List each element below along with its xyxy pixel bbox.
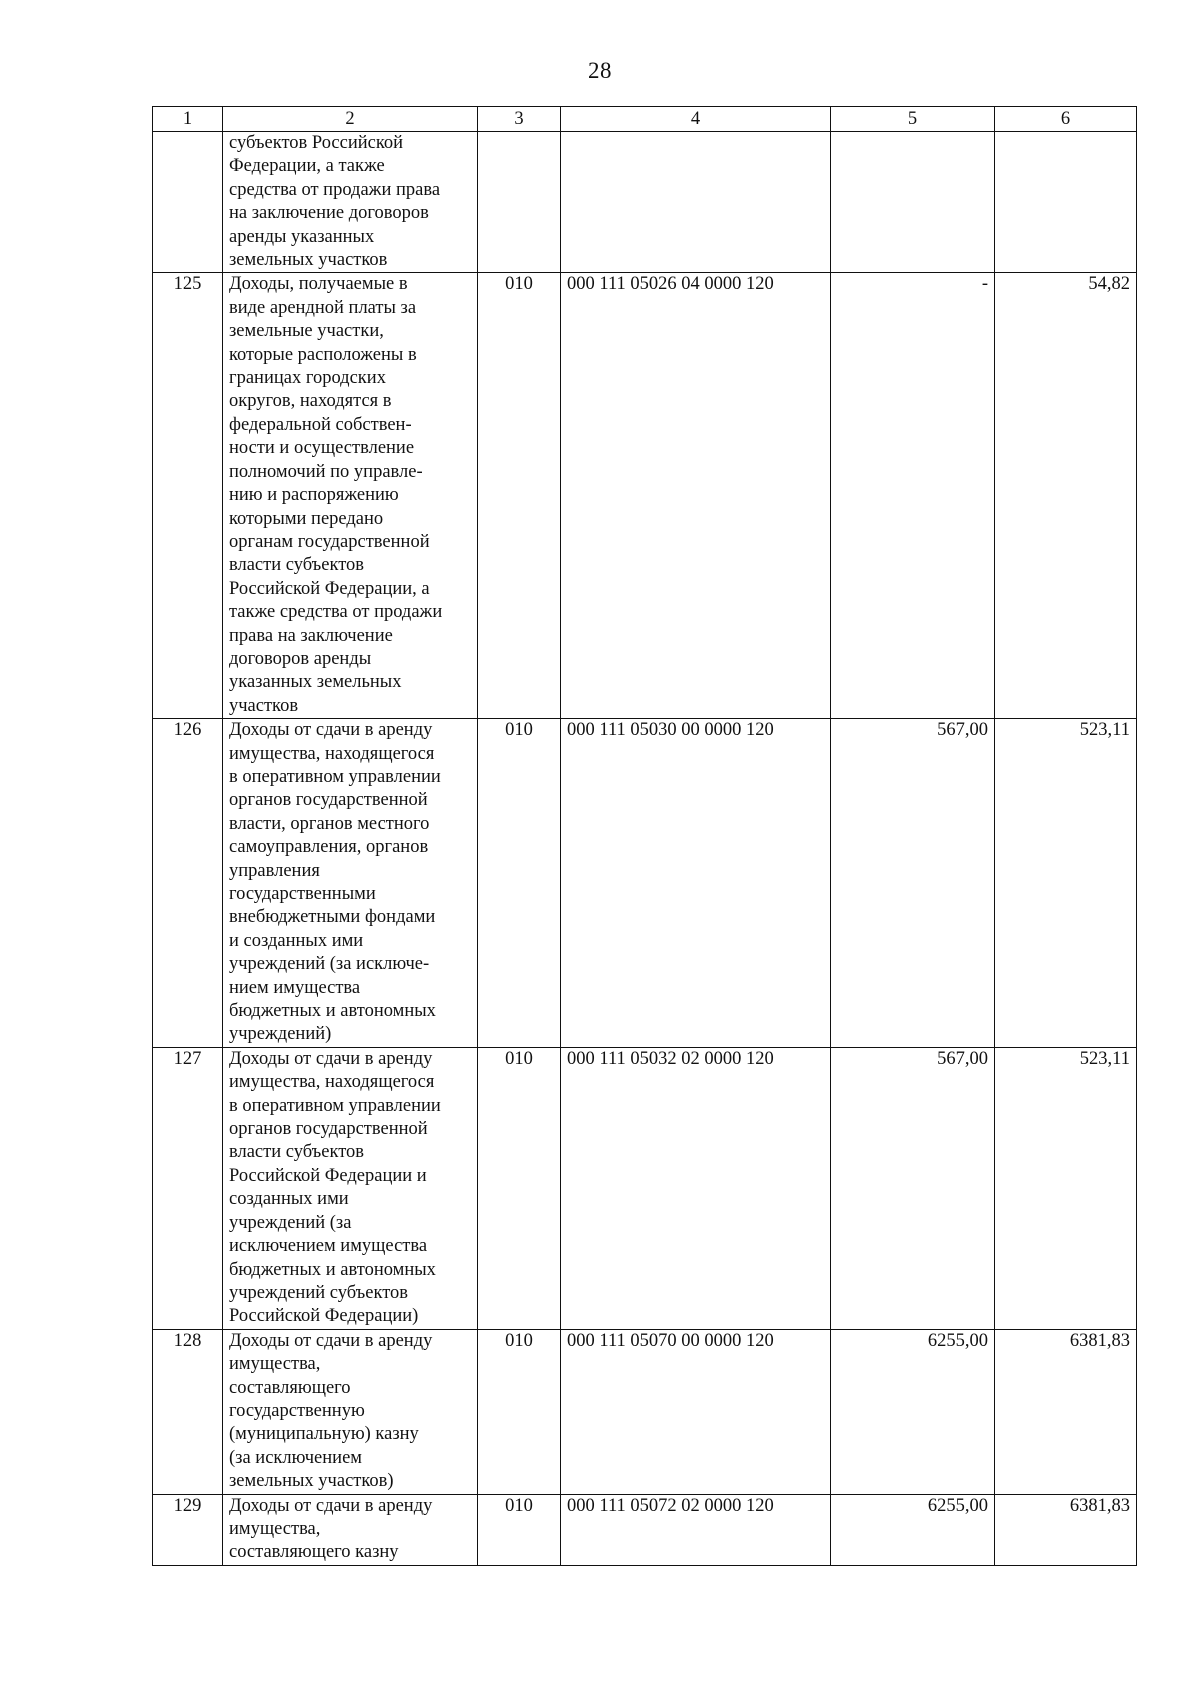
description-line: права на заключение bbox=[229, 625, 393, 646]
description-line: нием имущества bbox=[229, 977, 361, 998]
description-line: власти, органов местного bbox=[229, 813, 430, 834]
description-line: полномочий по управле- bbox=[229, 461, 423, 482]
description-line: (муниципальную) казну bbox=[229, 1424, 419, 1445]
description-line: виде арендной платы за bbox=[229, 297, 417, 318]
admin-code: 010 bbox=[478, 719, 561, 1048]
description-line: государственными bbox=[229, 884, 376, 904]
description-line: составляющего казну bbox=[229, 1542, 399, 1563]
actual-amount: 523,11 bbox=[995, 719, 1137, 1048]
row-description bbox=[223, 273, 478, 719]
description-line: договоров аренды bbox=[229, 648, 372, 669]
budget-classification-code: 000 111 05026 04 0000 120 bbox=[561, 273, 831, 719]
description-line: Российской Федерации и bbox=[229, 1165, 427, 1186]
table-row bbox=[153, 1494, 1137, 1565]
planned-amount: 567,00 bbox=[831, 1047, 995, 1329]
description-line: и созданных ими bbox=[229, 930, 364, 951]
description-line: Доходы от сдачи в аренду bbox=[229, 1330, 433, 1351]
planned-amount: 567,00 bbox=[831, 719, 995, 1048]
column-number-row bbox=[153, 107, 1137, 132]
description-line: учреждений (за bbox=[229, 1212, 352, 1233]
description-line: также средства от продажи bbox=[229, 602, 443, 623]
description-line: которые расположены в bbox=[229, 344, 417, 365]
description-line: Доходы от сдачи в аренду bbox=[229, 1048, 433, 1069]
description-line: бюджетных и автономных bbox=[229, 1259, 436, 1280]
description-line: внебюджетными фондами bbox=[229, 907, 436, 928]
description-line: на заключение договоров bbox=[229, 203, 429, 224]
row-number: 128 bbox=[153, 1329, 223, 1494]
description-line: земельных участков) bbox=[229, 1471, 394, 1492]
table-row bbox=[153, 719, 1137, 1048]
description-line: в оперативном управлении bbox=[229, 766, 441, 787]
description-line: земельные участки, bbox=[229, 321, 384, 342]
description-line: в оперативном управлении bbox=[229, 1095, 441, 1116]
description-line: составляющего bbox=[229, 1377, 351, 1398]
description-line: имущества, находящегося bbox=[229, 743, 435, 764]
description-line: субъектов Российской bbox=[229, 133, 404, 153]
column-header-1: 1 bbox=[153, 107, 223, 132]
table-row bbox=[153, 273, 1137, 719]
actual-amount: 54,82 bbox=[995, 273, 1137, 719]
description-line: границах городских bbox=[229, 368, 386, 389]
table-row bbox=[153, 1047, 1137, 1329]
description-line: Российской Федерации) bbox=[229, 1306, 419, 1327]
description-line: которыми передано bbox=[229, 508, 384, 529]
description-line: Доходы от сдачи в аренду bbox=[229, 1495, 433, 1516]
planned-amount: 6255,00 bbox=[831, 1329, 995, 1494]
description-line: аренды указанных bbox=[229, 226, 375, 247]
description-line: исключением имущества bbox=[229, 1236, 428, 1257]
description-line: земельных участков bbox=[229, 250, 388, 271]
description-line: имущества, bbox=[229, 1354, 321, 1375]
description-line: Российской Федерации, а bbox=[229, 578, 430, 599]
description-line: Доходы от сдачи в аренду bbox=[229, 720, 433, 741]
description-line: имущества, находящегося bbox=[229, 1072, 435, 1093]
description-line: нию и распоряжению bbox=[229, 485, 399, 506]
row-number: 129 bbox=[153, 1494, 223, 1565]
row-number: 126 bbox=[153, 719, 223, 1048]
row-number: 125 bbox=[153, 273, 223, 719]
column-header-2: 2 bbox=[223, 107, 478, 132]
planned-amount: 6255,00 bbox=[831, 1494, 995, 1565]
description-line: учреждений) bbox=[229, 1024, 332, 1045]
actual-amount: 6381,83 bbox=[995, 1329, 1137, 1494]
planned-amount bbox=[831, 132, 995, 273]
description-line: Доходы, получаемые в bbox=[229, 274, 408, 295]
column-header-4: 4 bbox=[561, 107, 831, 132]
budget-classification-code: 000 111 05070 00 0000 120 bbox=[561, 1329, 831, 1494]
description-line: управления bbox=[229, 860, 320, 881]
admin-code: 010 bbox=[478, 273, 561, 719]
page-number: 28 bbox=[588, 58, 612, 83]
description-line: самоуправления, органов bbox=[229, 837, 429, 858]
budget-classification-code: 000 111 05032 02 0000 120 bbox=[561, 1047, 831, 1329]
actual-amount: 6381,83 bbox=[995, 1494, 1137, 1565]
description-line: округов, находятся в bbox=[229, 391, 392, 412]
actual-amount: 523,11 bbox=[995, 1047, 1137, 1329]
description-line: власти субъектов bbox=[229, 555, 365, 576]
column-header-3: 3 bbox=[478, 107, 561, 132]
description-line: средства от продажи права bbox=[229, 179, 441, 200]
budget-classification-code: 000 111 05030 00 0000 120 bbox=[561, 719, 831, 1048]
description-line: учреждений (за исключе- bbox=[229, 954, 430, 975]
description-line: ности и осуществление bbox=[229, 438, 415, 459]
description-line: имущества, bbox=[229, 1518, 321, 1539]
admin-code: 010 bbox=[478, 1494, 561, 1565]
table-row bbox=[153, 1329, 1137, 1494]
description-line: указанных земельных bbox=[229, 672, 402, 693]
budget-classification-code: 000 111 05072 02 0000 120 bbox=[561, 1494, 831, 1565]
column-header-5: 5 bbox=[831, 107, 995, 132]
description-line: федеральной собствен- bbox=[229, 414, 412, 435]
budget-classification-code bbox=[561, 132, 831, 273]
row-number bbox=[153, 132, 223, 273]
description-line: бюджетных и автономных bbox=[229, 1001, 436, 1022]
row-description bbox=[223, 719, 478, 1048]
admin-code: 010 bbox=[478, 1329, 561, 1494]
planned-amount: - bbox=[831, 273, 995, 719]
admin-code bbox=[478, 132, 561, 273]
row-description bbox=[223, 1047, 478, 1329]
description-line: созданных ими bbox=[229, 1189, 349, 1210]
row-number: 127 bbox=[153, 1047, 223, 1329]
column-header-6: 6 bbox=[995, 107, 1137, 132]
description-line: (за исключением bbox=[229, 1447, 362, 1468]
description-line: государственную bbox=[229, 1400, 365, 1421]
description-line: органам государственной bbox=[229, 531, 430, 552]
actual-amount bbox=[995, 132, 1137, 273]
row-description bbox=[223, 1494, 478, 1565]
table-row bbox=[153, 132, 1137, 273]
description-line: учреждений субъектов bbox=[229, 1282, 409, 1303]
row-description bbox=[223, 1329, 478, 1494]
description-line: участков bbox=[229, 695, 299, 716]
description-line: органов государственной bbox=[229, 1119, 428, 1140]
revenue-table bbox=[152, 106, 1137, 1566]
admin-code: 010 bbox=[478, 1047, 561, 1329]
description-line: власти субъектов bbox=[229, 1142, 365, 1163]
description-line: Федерации, а также bbox=[229, 156, 385, 177]
description-line: органов государственной bbox=[229, 790, 428, 811]
row-description bbox=[223, 132, 478, 273]
